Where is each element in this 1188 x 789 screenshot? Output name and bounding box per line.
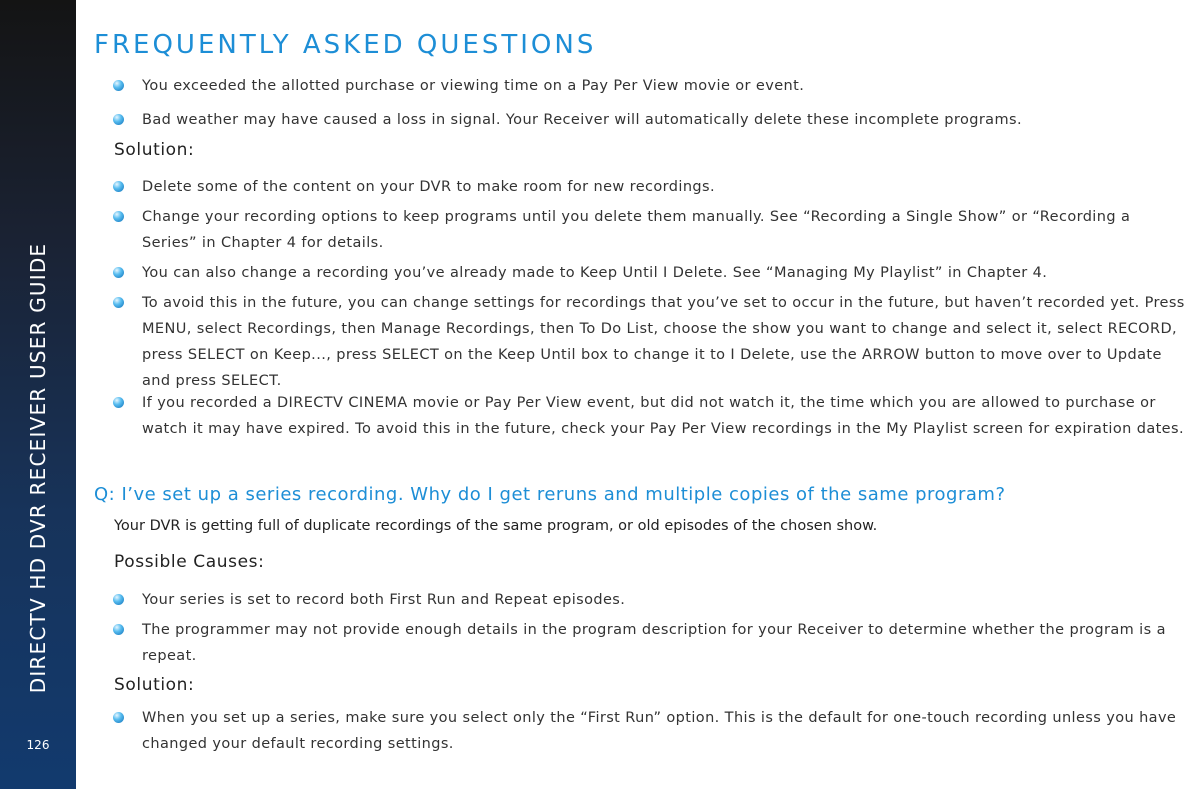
list-item-text: Change your recording options to keep programs until you delete them manually. See “Recording a Single Show” or “Recording a Series” in Chapter 4 for details.	[142, 209, 1131, 251]
problem-description: Your DVR is getting full of duplicate recordings of the same program, or old episodes of the chosen show.	[114, 518, 878, 534]
bullet-icon	[113, 211, 124, 222]
list-item	[110, 73, 1188, 99]
bullet-icon	[113, 624, 124, 635]
page-number: 126	[26, 738, 50, 752]
list-item-text: When you set up a series, make sure you select only the “First Run” option. This is the default for one-touch recording unless you have changed your default recording settings.	[142, 710, 1177, 752]
sidebar-band	[0, 0, 76, 789]
bullet-icon	[113, 181, 124, 192]
list-item-text: You can also change a recording you’ve already made to Keep Until I Delete. See “Managing My Playlist” in Chapter 4.	[142, 265, 1048, 281]
list-item-text: You exceeded the allotted purchase or viewing time on a Pay Per View movie or event.	[142, 78, 805, 94]
list-item	[110, 705, 1188, 757]
faq-question: Q: I’ve set up a series recording. Why do I get reruns and multiple copies of the same program?	[94, 484, 1006, 505]
bullet-icon	[113, 712, 124, 723]
list-item-text: To avoid this in the future, you can change settings for recordings that you’ve set to occur in the future, but haven’t recorded yet. Press MENU, select Recordings, then Manage Recordings, then To Do List, choose the show you want to change and select it, select RECORD, press SELECT on Keep..., press SELECT on the Keep Until box to change it to I Delete, use the ARROW button to move over to Update and press SELECT.	[142, 295, 1185, 389]
list-item	[110, 204, 1188, 256]
list-item-text: If you recorded a DIRECTV CINEMA movie or Pay Per View event, but did not watch it, the time which you are allowed to purchase or watch it may have expired. To avoid this in the future, check your Pay Per View recordings in the My Playlist screen for expiration dates.	[142, 395, 1184, 437]
list-item-text: Bad weather may have caused a loss in signal. Your Receiver will automatically delete these incomplete programs.	[142, 112, 1022, 128]
solution-label: Solution:	[114, 675, 195, 695]
sidebar-title: DIRECTV HD DVR RECEIVER USER GUIDE	[26, 242, 50, 694]
list-item	[110, 107, 1188, 133]
bullet-icon	[113, 297, 124, 308]
possible-causes-label: Possible Causes:	[114, 552, 265, 572]
solution-label: Solution:	[114, 140, 195, 160]
list-item	[110, 390, 1188, 442]
page-heading: FREQUENTLY ASKED QUESTIONS	[94, 30, 597, 60]
bullet-icon	[113, 397, 124, 408]
list-item	[110, 260, 1188, 286]
list-item-text: The programmer may not provide enough details in the program description for your Receiver to determine whether the program is a repeat.	[142, 622, 1166, 664]
list-item	[110, 587, 1188, 613]
list-item	[110, 174, 1188, 200]
bullet-icon	[113, 267, 124, 278]
list-item	[110, 617, 1188, 669]
list-item	[110, 290, 1188, 394]
list-item-text: Delete some of the content on your DVR to make room for new recordings.	[142, 179, 715, 195]
bullet-icon	[113, 594, 124, 605]
list-item-text: Your series is set to record both First Run and Repeat episodes.	[142, 592, 626, 608]
bullet-icon	[113, 114, 124, 125]
bullet-icon	[113, 80, 124, 91]
